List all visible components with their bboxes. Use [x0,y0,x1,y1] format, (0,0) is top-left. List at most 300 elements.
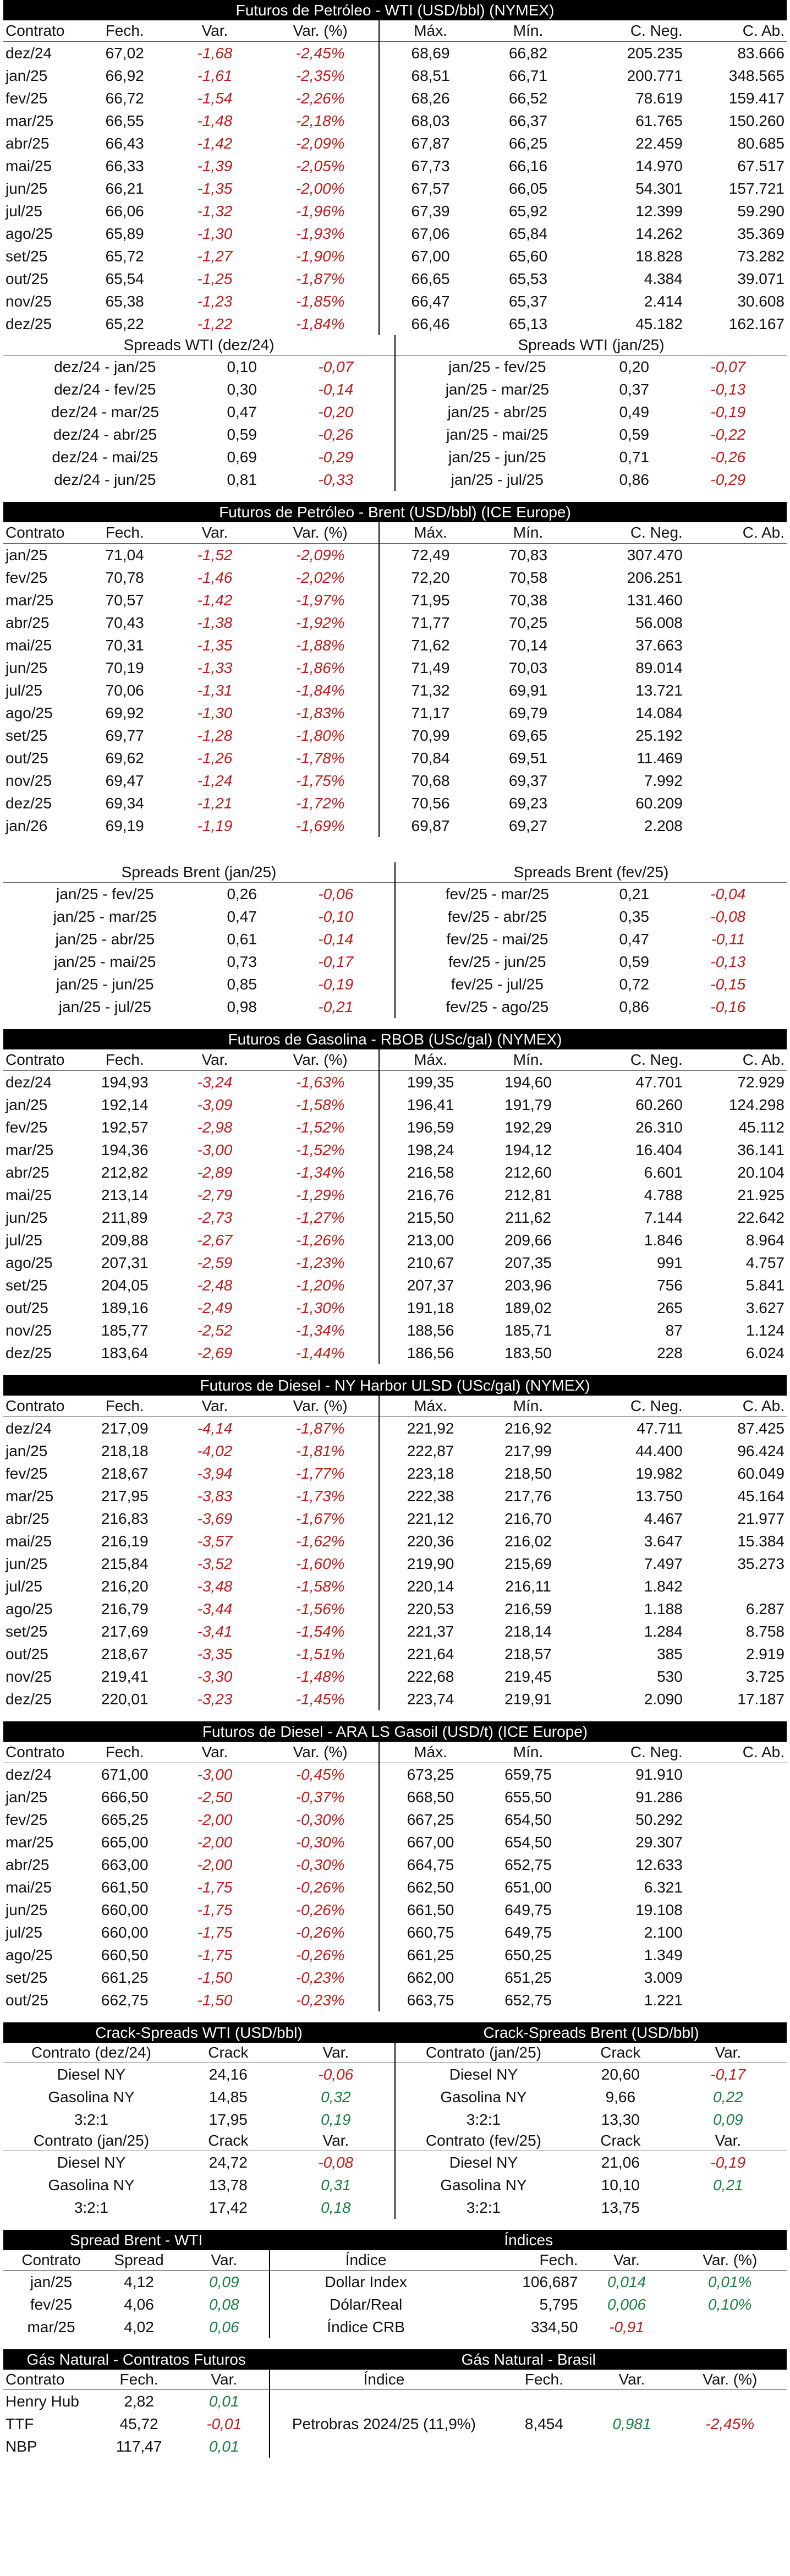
table-row [3,1093,787,1116]
spread-cell: 0,59 [227,425,257,443]
column-header: Var. [670,2043,787,2063]
table-cell: 17,95 [209,2110,248,2128]
table-cell: 69,23 [508,794,548,812]
table-cell: fev/25 [6,1118,48,1136]
table-cell: 71,49 [379,657,481,679]
wti-spreads-right [394,335,787,491]
table-row [3,222,787,245]
spread-cell: 0,10 [227,358,257,375]
table-cell: 65,22 [105,315,144,332]
table-cell: -2,00 [197,1811,233,1828]
spread-row [3,401,394,423]
table-cell: set/25 [6,1276,48,1294]
table-cell: 4,02 [124,2318,154,2336]
brent-spreads-left-table [3,883,394,1018]
table-cell: -2,67 [197,1231,233,1249]
table-cell: -2,49 [197,1299,233,1316]
table-cell: 8,454 [524,2415,563,2432]
table-cell: -1,33 [197,659,233,676]
spread-cell: 0,72 [619,975,649,993]
table-cell: 45,72 [119,2415,158,2432]
table-row [3,1530,787,1552]
column-header: C. Neg. [575,522,684,544]
table-cell: 21,06 [601,2153,640,2171]
table-cell: 30.608 [737,292,784,310]
table-cell: 66,55 [105,112,144,129]
table-cell: 183,64 [101,1344,149,1361]
table-cell: -3,00 [197,1765,233,1783]
crack_wti-panel [3,2022,394,2219]
column-header: C. Neg. [575,1049,684,1071]
table-cell: out/25 [6,270,48,287]
column-header: Var. (%) [673,2250,787,2271]
spacer-cell [270,2390,787,2413]
spread-cell: -0,26 [710,448,746,466]
table-row [3,2151,394,2174]
table-cell [685,1786,787,1808]
table-row [3,2293,269,2316]
table-cell: Diesel NY [57,2065,126,2083]
table-cell: -1,19 [197,817,233,834]
spread-cell: 0,71 [619,448,649,466]
spread-row [396,446,787,468]
spread-cell: 0,49 [619,403,649,420]
spread-cell: fev/25 - jul/25 [451,975,544,993]
table-cell [685,769,787,792]
table-row [3,1966,787,1989]
column-header: Var. [168,1049,262,1071]
table-cell: out/25 [6,1991,48,2009]
table-cell: 70,38 [508,591,548,609]
table-row [270,2316,787,2338]
table-cell: 199,35 [379,1071,481,1094]
table-cell: 91.286 [635,1788,683,1806]
table-cell: set/25 [6,247,48,265]
table-cell: 194,60 [504,1073,552,1091]
table-cell: 666,50 [101,1788,149,1806]
table-cell: -1,26% [295,1231,345,1249]
table-cell: -2,98 [197,1118,233,1136]
table-cell: -1,85% [295,292,345,310]
table-cell: 66,82 [508,44,548,62]
table-cell: -1,56% [295,1600,345,1617]
spread-row [3,883,394,905]
spread-cell: 0,61 [227,930,257,948]
table-row [3,2390,269,2413]
table-cell: 660,50 [101,1946,149,1964]
column-header: Var. [168,1742,262,1763]
table-cell: -2,69 [197,1344,233,1361]
table-cell: 198,24 [379,1139,481,1161]
spread-row [396,950,787,973]
table-cell: 20,60 [601,2065,640,2083]
table-row [3,1297,787,1319]
table-row [3,1808,787,1831]
table-cell: 131.460 [627,591,683,609]
table-row [396,2063,787,2086]
table-cell: -1,80% [295,726,345,744]
table-cell: Henry Hub [6,2392,79,2410]
spread-row [3,905,394,928]
table-cell: 70,03 [508,659,548,676]
table-cell: 72,49 [379,544,481,567]
table-cell: 654,50 [504,1833,552,1851]
table-cell: dez/24 [6,44,52,62]
table-cell: 45.164 [737,1487,784,1505]
rbob-section [3,1029,787,1364]
table-cell: 78.619 [635,89,683,107]
table-cell: 668,50 [379,1786,481,1808]
brent-spreads-right-table [396,883,787,1018]
table-cell: Gasolina NY [48,2176,135,2194]
small-header-row [396,2043,787,2063]
table-cell: -1,73% [295,1487,345,1505]
table-cell [685,679,787,702]
table-cell: -3,09 [197,1096,233,1113]
table-cell: 69,19 [105,817,144,834]
table-cell: 222,38 [379,1485,481,1507]
column-header: Crack [572,2131,670,2151]
table-cell: jan/26 [6,817,48,834]
table-cell: 204,05 [101,1276,149,1294]
table-cell: -1,62% [295,1532,345,1550]
table-cell: nov/25 [6,1667,52,1685]
table-cell: 69,65 [508,726,548,744]
small-header-row [3,2370,269,2390]
table-cell [685,1899,787,1921]
table-cell: 65,92 [508,202,548,220]
table-cell: 24,16 [209,2065,248,2083]
spread-cell: 0,47 [227,403,257,420]
table-cell: mar/25 [27,2318,75,2336]
brent-spreads-left [3,862,394,1018]
table-cell: 0,22 [713,2088,743,2105]
ulsd-title: Futuros de Diesel - NY Harbor ULSD (USc/gal) (NYMEX) [3,1375,787,1396]
spread-row [396,401,787,423]
table-cell [685,1853,787,1876]
table-cell: 667,25 [379,1808,481,1831]
table-cell: -1,52% [295,1141,345,1158]
table-cell: 3:2:1 [466,2110,501,2128]
table-cell: 69,92 [105,704,144,721]
table-cell: 334,50 [530,2318,578,2336]
column-header: Contrato [3,1396,81,1417]
table-cell: 216,19 [101,1532,149,1550]
table-cell: 66,06 [105,202,144,220]
table-cell: dez/25 [6,1690,52,1708]
table-cell: 66,92 [105,67,144,84]
table-row [3,110,787,132]
table-cell: 47.711 [637,1419,683,1437]
table-cell: 3.725 [745,1667,784,1685]
table-cell: 89.014 [635,659,683,676]
table-cell: 45.182 [635,315,683,332]
column-header: Fech. [81,1396,168,1417]
table-cell: -1,68 [197,44,233,62]
table-cell: 71,17 [379,702,481,724]
table-cell: Dólar/Real [329,2295,403,2313]
table-cell: 67,73 [379,155,481,177]
table-cell: mar/25 [6,1487,54,1505]
table-cell [685,792,787,814]
table-cell: 9,66 [605,2088,636,2105]
table-cell: -1,23 [197,292,233,310]
table-row [3,1643,787,1665]
table-cell: -1,69% [295,817,345,834]
table-cell: 216,79 [101,1600,149,1617]
table-cell: 0,21 [713,2176,743,2194]
table-cell: fev/25 [6,89,48,107]
table-cell: 221,12 [379,1507,481,1530]
table-cell: 1.188 [644,1600,683,1617]
table-cell: 196,59 [379,1116,481,1139]
column-header: Máx. [379,1049,481,1071]
table-cell: 70,99 [379,724,481,747]
table-cell: 70,25 [508,614,548,631]
table-cell: -2,18% [295,112,345,129]
table-cell: 649,75 [504,1901,552,1918]
brent-title: Futuros de Petróleo - Brent (USD/bbl) (ICE Europe) [3,502,787,522]
table-cell: -1,60% [295,1555,345,1572]
spread-row [3,928,394,950]
table-row [3,1575,787,1598]
table-cell: 71,95 [379,589,481,611]
table-cell [685,1831,787,1853]
table-cell: 192,29 [504,1118,552,1136]
table-cell: 65,37 [508,292,548,310]
table-cell: 66,71 [508,67,548,84]
table-row [3,1319,787,1342]
column-header: Máx. [379,20,481,42]
wti-spreads-row [3,335,787,491]
table-cell: 70,57 [105,591,144,609]
table-cell: 71,32 [379,679,481,702]
table-cell: -2,79 [197,1186,233,1204]
table-cell [685,1575,787,1598]
table-cell: 66,46 [379,313,481,335]
table-cell: 2.090 [644,1690,683,1708]
table-cell: -3,52 [197,1555,233,1572]
table-cell: abr/25 [6,134,50,152]
column-header: Fech. [81,20,168,42]
column-header: Fech. [81,1049,168,1071]
table-row [3,1921,787,1944]
wti-spreads-left-table [3,356,394,491]
table-cell: -1,50 [197,1991,233,2009]
table-cell: -0,91 [609,2318,644,2336]
table-cell: 91.910 [635,1765,683,1783]
table-cell: -0,26% [295,1878,345,1896]
table-row [3,64,787,87]
table-cell: 117,47 [116,2437,162,2455]
table-row [3,245,787,267]
wti-spreads-right-title: Spreads WTI (jan/25) [396,335,787,356]
spread-row [3,468,394,491]
table-cell: 0,18 [321,2198,351,2216]
table-row [3,1417,787,1440]
brent-body [3,544,787,838]
table-cell [685,1944,787,1966]
table-cell: jun/25 [6,1208,48,1226]
table-cell: -0,01 [206,2415,242,2432]
table-cell: 200.771 [627,67,683,84]
table-cell: 13,30 [601,2110,640,2128]
table-cell [685,1989,787,2011]
table-cell: 71,62 [379,634,481,657]
table-cell: -1,26 [197,749,233,767]
table-cell: -1,54 [197,89,233,107]
table-cell: 25.192 [635,726,683,744]
table-cell: 69,62 [105,749,144,767]
table-cell: 12.633 [635,1856,683,1873]
crack_brent-title: Crack-Spreads Brent (USD/bbl) [396,2022,787,2043]
table-cell: 6.287 [745,1600,784,1617]
table-cell: 661,50 [379,1899,481,1921]
table-row [3,1876,787,1899]
gasoil-header [3,1742,787,1763]
table-cell: set/25 [6,726,48,744]
table-cell: 59.290 [737,202,784,220]
table-cell: 207,35 [504,1254,552,1271]
table-cell: Gasolina NY [48,2088,135,2105]
table-cell: 205.235 [627,44,683,62]
table-row [3,747,787,769]
table-cell: 0,31 [321,2176,351,2194]
table-cell: 50.292 [635,1811,683,1828]
table-cell: 73.282 [737,247,784,265]
column-header: Var. [168,20,262,42]
table-cell: 68,26 [379,87,481,110]
spread-cell: dez/24 - jun/25 [54,471,156,488]
spread-cell: -0,14 [318,380,354,398]
table-row [3,566,787,589]
gas-brasil-panel [269,2349,787,2458]
spread-row [396,423,787,446]
table-cell: 13.721 [635,681,683,699]
table-cell: -1,96% [295,202,345,220]
table-cell: -2,45% [295,44,345,62]
wti-table [3,20,787,335]
spread-row [396,356,787,378]
table-cell: -0,26% [295,1901,345,1918]
table-cell: 29.307 [635,1833,683,1851]
table-cell: -2,26% [295,89,345,107]
table-cell: 662,50 [379,1876,481,1899]
crack-spreads-section [3,2022,787,2219]
table-row [3,1184,787,1206]
table-cell: -1,75 [197,1901,233,1918]
table-cell: Gasolina NY [440,2176,527,2194]
wti-section [3,0,787,491]
table-cell: 66,37 [508,112,548,129]
table-cell: 150.260 [728,112,784,129]
table-cell: dez/24 [6,1073,52,1091]
table-cell: 22.459 [635,134,683,152]
table-row [3,1831,787,1853]
table-cell: mai/25 [6,157,52,174]
table-cell: -2,00 [197,1856,233,1873]
column-header: Fech. [81,522,168,544]
table-cell: set/25 [6,1622,48,1640]
column-header: Contrato [3,1049,81,1071]
spread-cell: dez/24 - mai/25 [52,448,158,466]
table-cell: -3,23 [197,1690,233,1708]
rbob-header-row [3,1049,787,1071]
table-row [3,679,787,702]
gasoil-table [3,1742,787,2011]
table-cell: -1,97% [295,591,345,609]
table-cell: 220,14 [379,1575,481,1598]
table-cell: 14,85 [209,2088,248,2105]
spread-cell: -0,07 [318,358,354,375]
table-cell: 2,82 [124,2392,154,2410]
table-cell: 664,75 [379,1853,481,1876]
table-cell: 13.750 [635,1487,683,1505]
small-table [3,2250,269,2338]
table-cell: 65,84 [508,225,548,242]
column-header: Mín. [481,1396,575,1417]
table-cell: 67,06 [379,222,481,245]
table-row [3,769,787,792]
table-cell: 66,52 [508,89,548,107]
table-cell: 207,37 [379,1274,481,1297]
table-cell: 217,09 [101,1419,149,1437]
table-cell: -2,48 [197,1276,233,1294]
table-cell: 22.642 [737,1208,784,1226]
table-cell: 71,77 [379,611,481,634]
table-cell: 660,00 [101,1901,149,1918]
table-cell: 0,01 [209,2392,239,2410]
table-cell: -1,34% [295,1321,345,1339]
table-cell: jun/25 [6,1555,48,1572]
table-cell: 649,75 [504,1923,552,1941]
table-cell: -1,42 [197,591,233,609]
table-row [3,1598,787,1620]
table-cell: 66,16 [508,157,548,174]
column-header: Contrato [3,20,81,42]
table-cell: 221,64 [379,1643,481,1665]
table-row [3,1507,787,1530]
gas-section [3,2349,787,2458]
table-cell: 651,00 [504,1878,552,1896]
small-header-row [270,2250,787,2271]
table-cell: 0,06 [209,2318,239,2336]
spread-cell: jan/25 - jun/25 [56,975,154,993]
table-cell: 6.321 [644,1878,683,1896]
table-cell: -1,61 [197,67,233,84]
column-header: C. Neg. [575,20,684,42]
spread-cell: -0,04 [710,885,746,903]
column-header: Crack [572,2043,670,2063]
column-header: Índice [270,2250,461,2271]
gasoil-header-row [3,1742,787,1763]
table-cell: -1,30 [197,704,233,721]
column-header: Fech. [81,1742,168,1763]
wti-spreads-left-title: Spreads WTI (dez/24) [3,335,394,356]
spread-cell: fev/25 - ago/25 [446,998,549,1015]
spacer [3,837,787,862]
spread-cell: -0,11 [711,930,745,948]
table-cell: 4,06 [124,2295,154,2313]
table-cell: -0,23% [295,1991,345,2009]
table-cell: 661,25 [379,1944,481,1966]
table-cell: 2.414 [644,292,683,310]
table-cell: -3,94 [197,1464,233,1482]
table-cell: 218,67 [101,1645,149,1662]
table-cell: -1,48 [197,112,233,129]
table-cell: 39.071 [737,270,784,287]
spread-row [3,423,394,446]
